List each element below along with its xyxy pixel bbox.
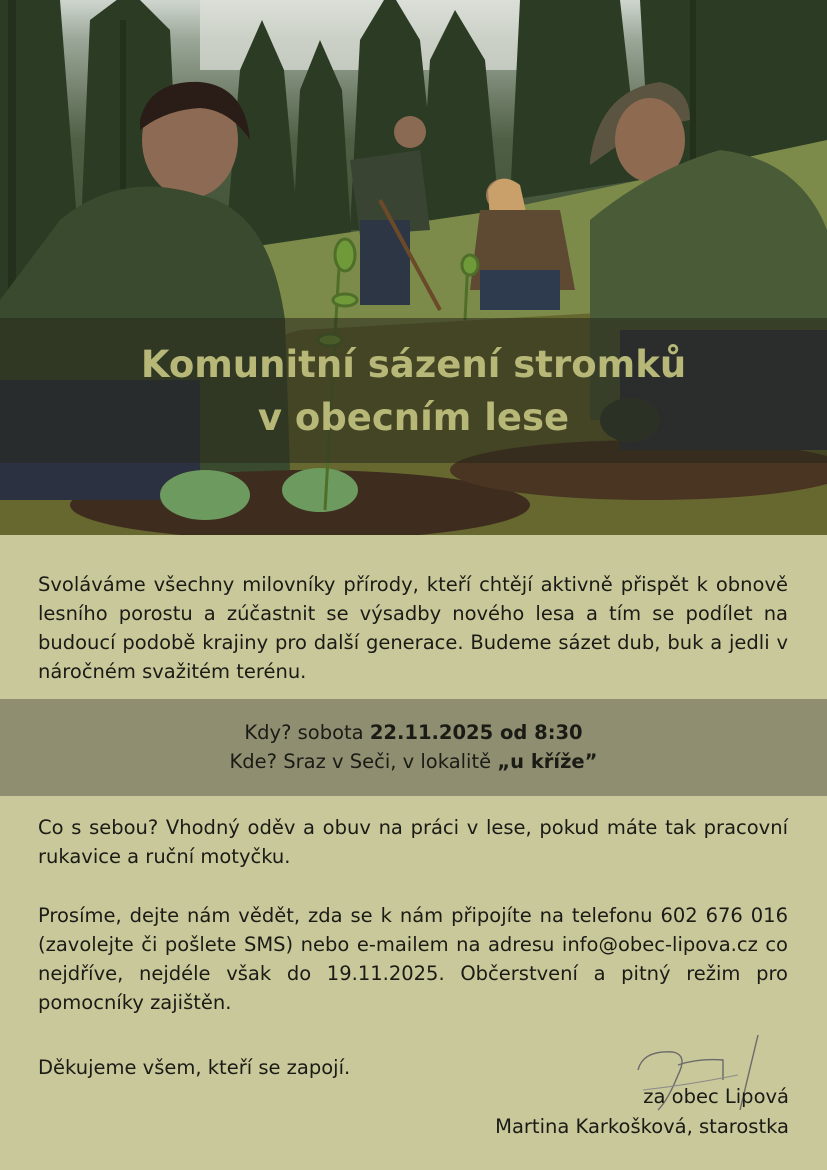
event-details-band	[0, 699, 827, 796]
event-place-line	[0, 748, 827, 776]
title-line-2: v obecním lese	[257, 396, 570, 439]
event-date-value: 22.11.2025 od 8:30	[369, 721, 583, 744]
event-place-value: „u kříže”	[497, 750, 598, 773]
event-place-label: Kde? Sraz v Seči, v lokalitě	[229, 750, 498, 773]
hero-photo	[0, 0, 827, 535]
event-date-line	[0, 719, 827, 747]
contact-paragraph: Prosíme, dejte nám vědět, zda se k nám připojíte na telefonu 602 676 016 (zavolejte či pošlete SMS) nebo e-mailem na adresu info@obec-lipova.cz co nejdříve, nejdéle však do 19.11.2025. Občerstvení a pitný režim pro pomocníky zajištěn.	[38, 904, 788, 1014]
page-title	[0, 338, 827, 444]
signature-organization: za obec Lipová	[643, 1085, 789, 1108]
intro-paragraph: Svoláváme všechny milovníky přírody, kteří chtějí aktivně přispět k obnově lesního porostu a zúčastnit se výsadby nového lesa a tím se podílet na budoucí podobě krajiny pro další generace. Budeme sázet dub, buk a jedli v náročném svažitém terénu.	[38, 573, 788, 683]
what-to-bring-paragraph: Co s sebou? Vhodný oděv a obuv na práci v lese, pokud máte tak pracovní rukavice a ruční motyčku.	[38, 816, 788, 868]
thanks-paragraph: Děkujeme všem, kteří se zapojí.	[38, 1056, 351, 1079]
title-line-1: Komunitní sázení stromků	[140, 343, 687, 386]
signature-name: Martina Karkošková, starostka	[495, 1115, 789, 1138]
event-date-label: Kdy? sobota	[244, 721, 370, 744]
